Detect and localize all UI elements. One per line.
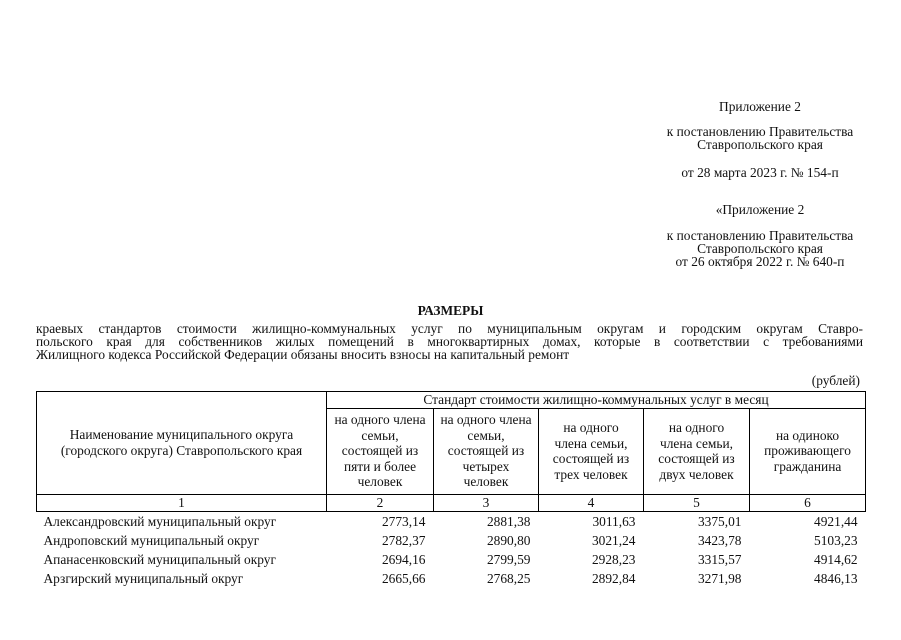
column-header: на одного члена семьи, состоящей из четырех человек — [434, 408, 539, 494]
resolution-ref — [640, 125, 880, 151]
table-row — [37, 531, 866, 550]
cell-value: 2892,84 — [591, 570, 636, 586]
cell-value: 3375,01 — [697, 513, 742, 529]
document-description — [36, 322, 863, 361]
unit-label: (рублей) — [811, 373, 860, 388]
column-number: 1 — [37, 494, 327, 511]
cell-value: 2799,59 — [486, 551, 531, 567]
document-title: РАЗМЕРЫ — [417, 303, 484, 318]
column-header: на одного члена семьи, состоящей из пяти и более человек — [327, 408, 434, 494]
cell-value: 2782,37 — [381, 532, 426, 548]
description-line: Жилищного кодекса Российской Федерации обязаны вносить взносы на капитальный ремонт — [36, 347, 570, 362]
cell-value: 5103,23 — [814, 532, 858, 548]
cell-value: 4846,13 — [814, 570, 858, 586]
resolution-date: от 28 марта 2023 г. № 154-п — [681, 165, 839, 180]
group-header: Стандарт стоимости жилищно-коммунальных услуг в месяц — [327, 392, 866, 409]
orig-resolution-ref-line1: к постановлению Правительства — [666, 228, 854, 243]
table-row — [37, 550, 866, 569]
district-name: Арзгирский муниципальный округ — [43, 570, 244, 586]
column-number: 3 — [434, 494, 539, 511]
description-line: польского края для собственников жилых помещений в многоквартирных домах, которые в соответствии с требованиями — [36, 334, 863, 349]
cell-value: 2890,80 — [486, 532, 531, 548]
table-row — [37, 511, 866, 531]
cell-value: 4914,62 — [814, 551, 858, 567]
resolution-ref-line1: к постановлению Правительства — [666, 124, 854, 139]
cell-value: 2773,14 — [381, 513, 426, 529]
resolution-ref-line2: Ставропольского края — [697, 137, 823, 152]
cell-value: 2928,23 — [591, 551, 636, 567]
cell-value: 2768,25 — [486, 570, 531, 586]
cell-value: 4921,44 — [814, 513, 858, 529]
appendix-label: Приложение 2 — [719, 99, 801, 114]
column-number: 5 — [644, 494, 750, 511]
column-number: 6 — [750, 494, 866, 511]
standards-table — [36, 391, 866, 588]
orig-resolution-ref-line2: Ставропольского края — [697, 241, 823, 256]
district-name: Апанасенковский муниципальный округ — [43, 551, 276, 567]
district-name: Александровский муниципальный округ — [43, 513, 277, 529]
column-number: 4 — [539, 494, 644, 511]
orig-resolution-ref — [640, 229, 880, 268]
cell-value: 3271,98 — [697, 570, 742, 586]
cell-value: 3423,78 — [697, 532, 742, 548]
cell-value: 3021,24 — [591, 532, 636, 548]
orig-resolution-date: от 26 октября 2022 г. № 640-п — [675, 254, 845, 269]
cell-value: 2694,16 — [381, 551, 426, 567]
table-row — [37, 569, 866, 588]
orig-appendix-label: «Приложение 2 — [715, 202, 805, 217]
cell-value: 2665,66 — [381, 570, 426, 586]
cell-value: 3011,63 — [592, 513, 636, 529]
column-header: на одного члена семьи, состоящей из двух человек — [644, 408, 750, 494]
district-name: Андроповский муниципальный округ — [43, 532, 260, 548]
description-line: краевых стандартов стоимости жилищно-коммунальных услуг по муниципальным округам и городским округам Ставро- — [36, 321, 863, 336]
column-header: на одного члена семьи, состоящей из трех человек — [539, 408, 644, 494]
name-column-header: Наименование муниципального округа (городского округа) Ставропольского края — [37, 392, 327, 495]
cell-value: 2881,38 — [486, 513, 531, 529]
column-header: на одиноко проживающего гражданина — [750, 408, 866, 494]
cell-value: 3315,57 — [697, 551, 742, 567]
column-number: 2 — [327, 494, 434, 511]
